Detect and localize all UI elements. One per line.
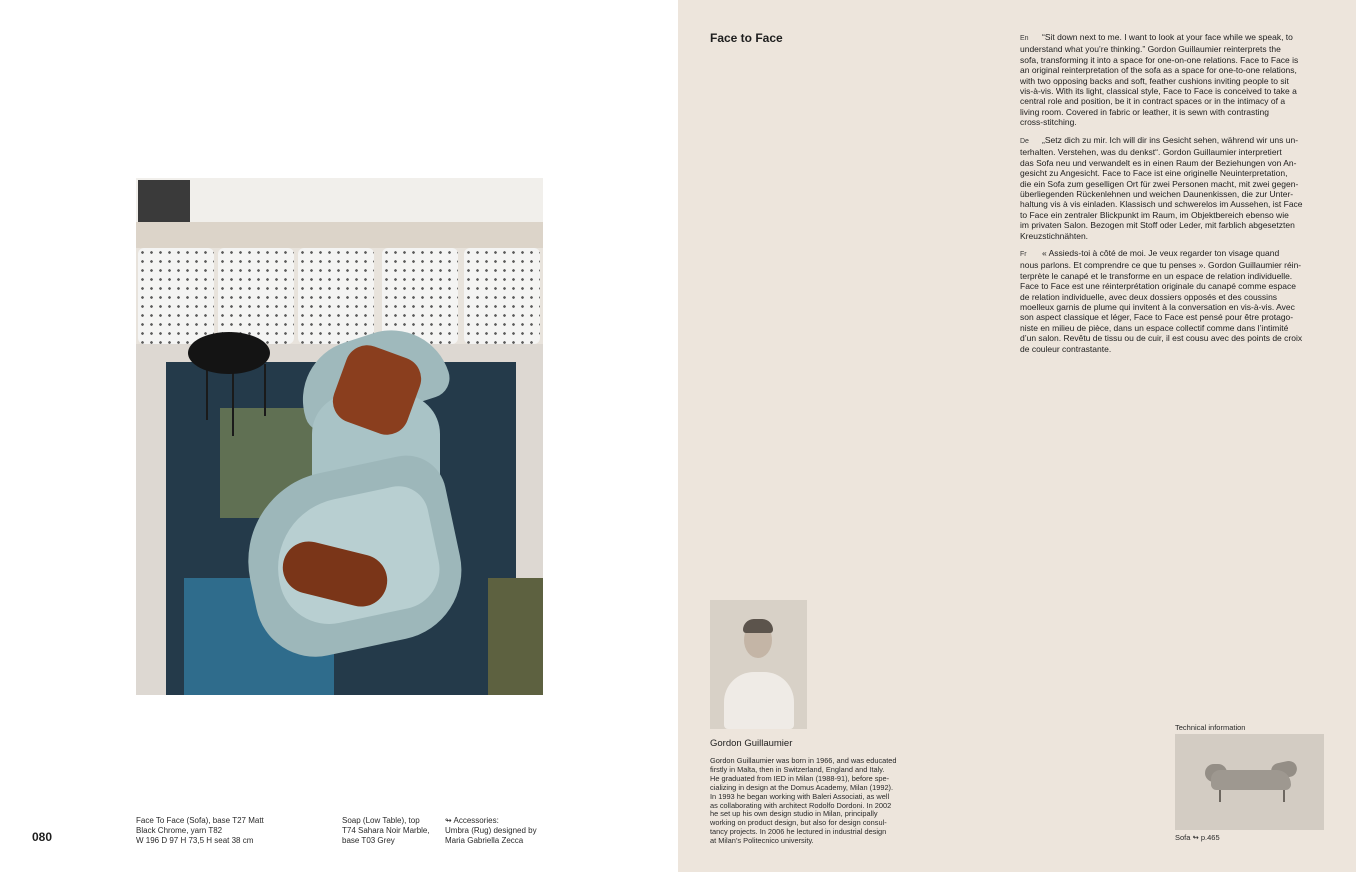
text-line: gesicht zu Angesicht. Face to Face ist eine originelle Neuinterpretation,: [1020, 168, 1288, 179]
text-line: überliegenden Rückenlehnen und weichen Daunenkissen, die zur Unter-: [1020, 189, 1294, 200]
text-block-fr: [1020, 248, 1325, 354]
photo-cabinet-panel: [138, 248, 214, 344]
text-line: im privaten Salon. Bezogen mit Stoff oder Leder, mit farblich abgesetzten: [1020, 220, 1295, 231]
text-line: d’un salon. Revêtu de tissu ou de cuir, il est cousu avec des points de croix: [1020, 333, 1303, 344]
text-line: Kreuzstichnähten.: [1020, 230, 1089, 241]
text-line: haltung vis à vis einladen. Klassisch und schwerelos im Aussehen, ist Face: [1020, 199, 1303, 210]
text-line: understand what you’re thinking.” Gordon Guillaumier reinterprets the: [1020, 44, 1281, 55]
sofa-photo: [136, 178, 543, 695]
text-line: cross-stitching.: [1020, 117, 1077, 128]
text-line: « Assieds-toi à côté de moi. Je veux regarder ton visage quand: [1042, 248, 1280, 258]
page-number: 080: [32, 830, 53, 844]
text-line: „Setz dich zu mir. Ich will dir ins Gesicht sehen, während wir uns un-: [1042, 135, 1299, 145]
photo-cabinet-panel: [464, 248, 540, 344]
caption-line: W 196 D 97 H 73,5 H seat 38 cm: [136, 836, 254, 845]
caption-line: T74 Sahara Noir Marble,: [342, 826, 430, 835]
text-line: moelleux garnis de plume qui invitent à la conversation en vis-à-vis. Avec: [1020, 302, 1295, 313]
caption-line: ↬ Accessories:: [445, 816, 499, 825]
text-line: an original reinterpretation of the sofa as a space for one-to-one relations,: [1020, 65, 1297, 76]
bio-line: firstly in Malta, then in Switzerland, England and Italy.: [710, 764, 885, 774]
thumbnail-sofa-leg: [1283, 790, 1285, 802]
photo-cabinet-panel: [218, 248, 294, 344]
photo-shelf: [136, 222, 543, 248]
text-line: vis-à-vis. With its light, classical style, Face to Face is conceived to take a: [1020, 86, 1297, 97]
text-block-en: [1020, 32, 1325, 128]
bio-line: He graduated from IED in Milan (1988-91), before spe-: [710, 773, 890, 783]
caption-line: base T03 Grey: [342, 836, 395, 845]
bio-line: cializing in design at the Domus Academy, Milan (1992).: [710, 782, 894, 792]
text-line: Face to Face est une réinterprétation originale du canapé comme espace: [1020, 281, 1296, 292]
bio-line: working on product design, but also for design consul-: [710, 818, 887, 828]
text-line: das Sofa neu und verwandelt es in einen Raum der Beziehungen von An-: [1020, 157, 1297, 168]
text-line: to Face ein zentraler Blickpunkt im Raum, im Objektbereich ebenso wie: [1020, 209, 1289, 220]
text-line: terprète le canapé et le transforme en un espace de relation individuelle.: [1020, 270, 1293, 281]
language-label: De: [1020, 138, 1029, 145]
bio-line: Gordon Guillaumier was born in 1966, and was educated: [710, 756, 897, 765]
bio-line: In 1993 he began working with Baleri Associati, as well: [710, 791, 890, 801]
text-line: living room. Covered in fabric or leather, it is sewn with contrasting: [1020, 106, 1269, 117]
photo-table-leg: [264, 364, 266, 416]
language-label: Fr: [1020, 251, 1027, 258]
photo-table-leg: [206, 368, 208, 420]
text-line: de relation individuelle, avec deux dossiers opposés et des coussins: [1020, 291, 1278, 302]
text-line: son aspect classique et léger, Face to Face est pensé pour être protago-: [1020, 312, 1294, 323]
bio-line: as collaborating with architect Rodolfo Dordoni. In 2002: [710, 800, 892, 810]
thumbnail-sofa-seat: [1211, 770, 1291, 790]
text-line: “Sit down next to me. I want to look at your face while we speak, to: [1042, 32, 1293, 42]
caption-line: Soap (Low Table), top: [342, 816, 420, 825]
text-line: terhalten. Verstehen, was du denkst“. Gordon Guillaumier interpretiert: [1020, 147, 1282, 158]
text-line: die ein Sofa zum geselligen Ort für zwei Personen macht, mit zwei gegen-: [1020, 178, 1299, 189]
bio-line: he set up his own design studio in Milan, principally: [710, 809, 878, 819]
photo-cabinet-panel: [298, 248, 374, 344]
technical-page-reference[interactable]: Sofa ↬ p.465: [1175, 833, 1220, 842]
designer-portrait: [710, 600, 807, 729]
portrait-hair: [743, 619, 773, 633]
photo-rug-patch: [488, 578, 543, 695]
text-line: nous parlons. Et comprendre ce que tu penses ». Gordon Guillaumier réin-: [1020, 260, 1302, 271]
caption-accessories: [445, 816, 537, 846]
technical-sofa-thumbnail[interactable]: [1175, 734, 1324, 830]
technical-information-label: Technical information: [1175, 723, 1246, 732]
caption-line: Umbra (Rug) designed by: [445, 826, 537, 835]
caption-line: Maria Gabriella Zecca: [445, 836, 524, 845]
bio-line: tancy projects. In 2006 he lectured in industrial design: [710, 827, 887, 837]
caption-table: [342, 816, 430, 846]
text-line: sofa, transforming it into a space for one-on-one relations. Face to Face is: [1020, 54, 1299, 65]
text-block-de: [1020, 135, 1325, 241]
designer-name: Gordon Guillaumier: [710, 738, 793, 749]
portrait-body: [724, 672, 794, 729]
language-label: En: [1020, 35, 1029, 42]
designer-bio: [710, 757, 915, 846]
caption-line: Face To Face (Sofa), base T27 Matt: [136, 816, 264, 825]
photo-low-table: [188, 332, 270, 374]
text-line: with two opposing backs and soft, feather cushions inviting people to sit: [1020, 75, 1289, 86]
bio-line: at Milan’s Politecnico university.: [710, 836, 814, 846]
photo-table-leg: [232, 372, 234, 436]
thumbnail-sofa-leg: [1219, 790, 1221, 802]
text-line: central role and position, be it in contract spaces or in the intimacy of a: [1020, 96, 1286, 107]
text-line: de couleur contrastante.: [1020, 343, 1112, 354]
product-title: Face to Face: [710, 31, 783, 45]
caption-sofa: [136, 816, 264, 846]
caption-line: Black Chrome, yarn T82: [136, 826, 223, 835]
text-line: niste en milieu de pièce, dans un espace collectif comme dans l’intimité: [1020, 322, 1289, 333]
